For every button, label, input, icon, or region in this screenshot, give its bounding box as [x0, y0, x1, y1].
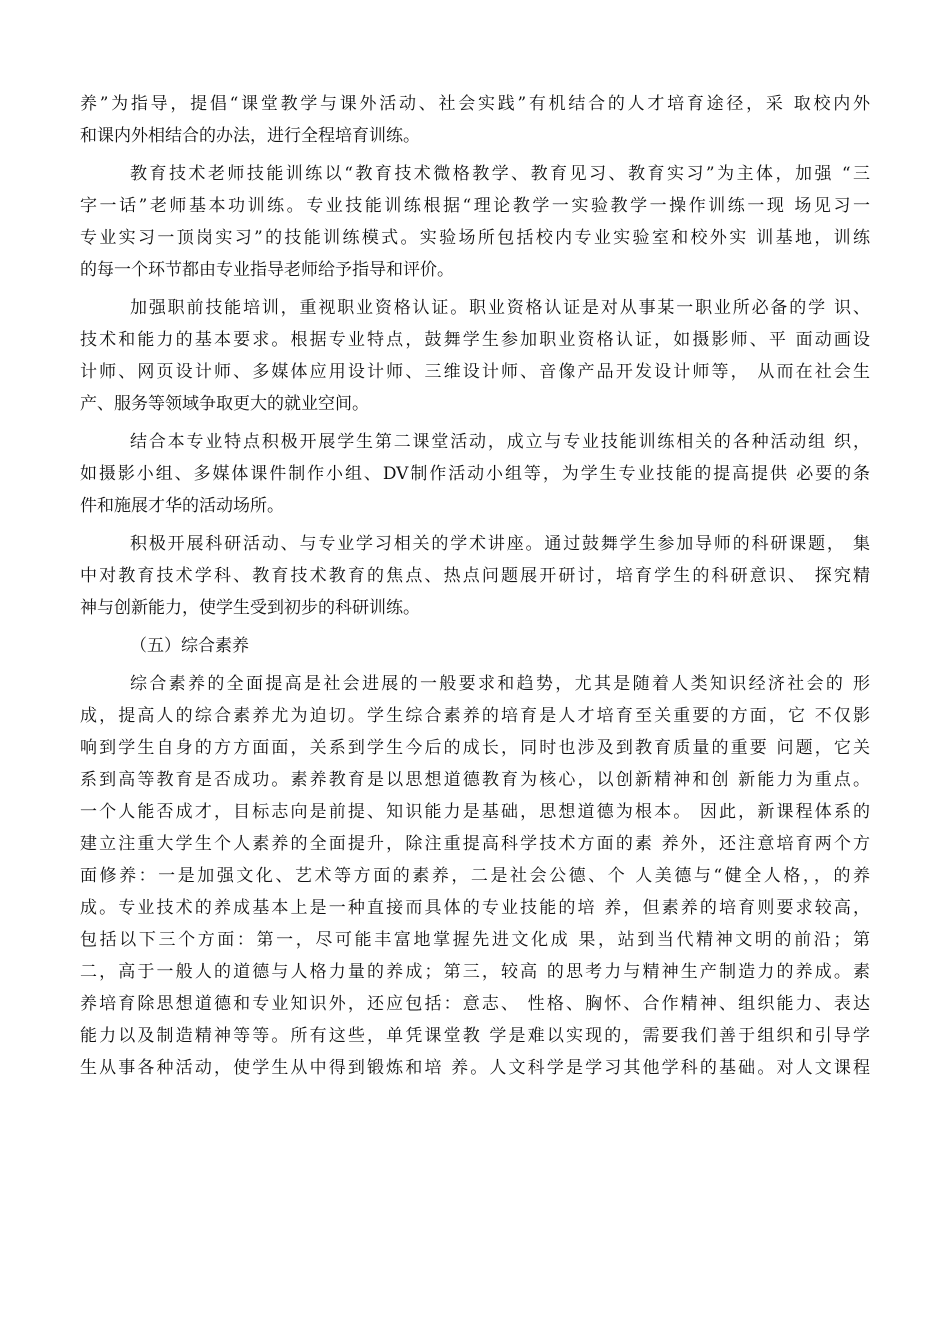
- text-line: 字一话”老师基本功训练。专业技能训练根据“理论教学一实验教学一操作训练一现 场见习一: [80, 196, 870, 216]
- heading-text: （五）综合素养: [130, 636, 249, 656]
- text-line: 一个人能否成才，目标志向是前提、知识能力是基础，思想道德为根本。 因此，新课程体系的: [80, 802, 870, 822]
- text-line: 神与创新能力，使学生受到初步的科研训练。: [80, 598, 420, 618]
- text-line: 加强职前技能培训，重视职业资格认证。职业资格认证是对从事某一职业所必备的学 识、: [130, 298, 870, 318]
- text-line: 和课内外相结合的办法，进行全程培育训练。: [80, 126, 420, 146]
- text-line: 积极开展科研活动、与专业学习相关的学术讲座。通过鼓舞学生参加导师的科研课题， 集: [130, 534, 870, 554]
- text-line: 包括以下三个方面：第一，尽可能丰富地掌握先进文化成 果，站到当代精神文明的前沿；第: [80, 930, 870, 950]
- text-line: 的每一个环节都由专业指导老师给予指导和评价。: [80, 260, 454, 280]
- paragraph: [80, 668, 870, 1084]
- text-line: 教育技术老师技能训练以“教育技术微格教学、教育见习、教育实习”为主体，加强 “三: [130, 164, 870, 184]
- paragraph: [80, 528, 870, 624]
- document-body: [80, 88, 870, 1084]
- text-line: 二，高于一般人的道德与人格力量的养成；第三，较高 的思考力与精神生产制造力的养成。素: [80, 962, 870, 982]
- text-line: 养”为指导，提倡“课堂教学与课外活动、社会实践”有机结合的人才培育途径，采 取校内外: [80, 94, 870, 114]
- text-line: 能力以及制造精神等等。所有这些，单凭课堂教 学是难以实现的，需要我们善于组织和引导学: [80, 1026, 870, 1046]
- paragraph: [80, 426, 870, 522]
- text-line: 专业实习一顶岗实习”的技能训练模式。实验场所包括校内专业实验室和校外实 训基地，训练: [80, 228, 870, 248]
- text-line: 养培育除思想道德和专业知识外，还应包括：意志、 性格、胸怀、合作精神、组织能力、表达: [80, 994, 870, 1014]
- text-line: 面修养：一是加强文化、艺术等方面的素养，二是社会公德、个 人美德与“健全人格，，的养: [80, 866, 870, 886]
- paragraph: [80, 292, 870, 420]
- paragraph: [80, 88, 870, 152]
- text-line: 成。专业技术的养成基本上是一种直接而具体的专业技能的培 养，但素养的培育则要求较高，: [80, 898, 870, 918]
- text-line: 系到高等教育是否成功。素养教育是以思想道德教育为核心，以创新精神和创 新能力为重点。: [80, 770, 870, 790]
- text-line: 结合本专业特点积极开展学生第二课堂活动，成立与专业技能训练相关的各种活动组 织，: [130, 432, 870, 452]
- text-line: 如摄影小组、多媒体课件制作小组、DV制作活动小组等，为学生专业技能的提高提供 必要的条: [80, 464, 870, 484]
- text-line: 计师、网页设计师、多媒体应用设计师、三维设计师、音像产品开发设计师等， 从而在社会生: [80, 362, 870, 382]
- text-line: 中对教育技术学科、教育技术教育的焦点、热点问题展开研讨，培育学生的科研意识、 探究精: [80, 566, 870, 586]
- text-line: 综合素养的全面提高是社会进展的一般要求和趋势，尤其是随着人类知识经济社会的 形: [130, 674, 870, 694]
- text-line: 生从事各种活动，使学生从中得到锻炼和培 养。人文科学是学习其他学科的基础。对人文课程: [80, 1058, 870, 1078]
- text-line: 成，提高人的综合素养尤为迫切。学生综合素养的培育是人才培育至关重要的方面，它 不仅影: [80, 706, 870, 726]
- paragraph: [80, 158, 870, 286]
- text-line: 件和施展才华的活动场所。: [80, 496, 284, 516]
- text-line: 技术和能力的基本要求。根据专业特点，鼓舞学生参加职业资格认证，如摄影师、平 面动画设: [80, 330, 870, 350]
- section-heading: [80, 630, 870, 662]
- text-line: 产、服务等领域争取更大的就业空间。: [80, 394, 369, 414]
- text-line: 建立注重大学生个人素养的全面提升，除注重提高科学技术方面的素 养外，还注意培育两个方: [80, 834, 870, 854]
- text-line: 响到学生自身的方方面面，关系到学生今后的成长，同时也涉及到教育质量的重要 问题，它关: [80, 738, 870, 758]
